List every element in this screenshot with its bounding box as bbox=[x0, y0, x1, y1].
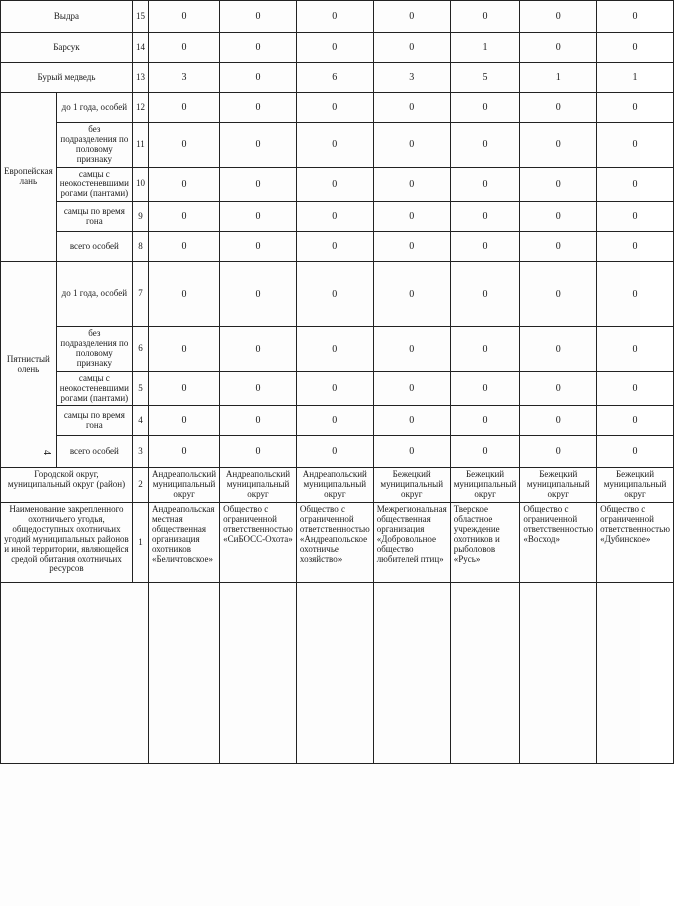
value-cell: 0 bbox=[296, 232, 373, 262]
value-cell: 1 bbox=[450, 33, 520, 63]
value-cell: 0 bbox=[520, 202, 597, 232]
district-cell: Бежецкий муниципальный округ bbox=[450, 468, 520, 503]
value-cell: 0 bbox=[597, 436, 674, 468]
value-cell: 0 bbox=[520, 1, 597, 33]
header-antlers: самцы с неокостеневшими рогами (пантами) bbox=[56, 167, 132, 202]
value-cell: 0 bbox=[373, 123, 450, 168]
value-cell: 0 bbox=[597, 1, 674, 33]
value-cell: 0 bbox=[373, 232, 450, 262]
column-number: 15 bbox=[132, 1, 148, 33]
value-cell: 0 bbox=[520, 123, 597, 168]
value-cell: 0 bbox=[450, 123, 520, 168]
value-cell: 0 bbox=[148, 33, 219, 63]
column-number: 10 bbox=[132, 167, 148, 202]
district-cell: Андреапольский муниципальный округ bbox=[296, 468, 373, 503]
header-group-evropeyskaya: Европейская лань bbox=[1, 93, 57, 262]
value-cell: 0 bbox=[296, 371, 373, 406]
table-row bbox=[1, 232, 674, 262]
organization-name-cell: Общество с ограниченной ответственностью «Андреапольское охотничье хозяйство» bbox=[296, 503, 373, 583]
column-number: 13 bbox=[132, 63, 148, 93]
value-cell: 0 bbox=[296, 406, 373, 436]
value-cell: 0 bbox=[148, 327, 219, 372]
column-number: 5 bbox=[132, 371, 148, 406]
header-district: Городской округ, муниципальный округ (район) bbox=[1, 468, 133, 503]
value-cell: 5 bbox=[450, 63, 520, 93]
value-cell: 0 bbox=[450, 327, 520, 372]
value-cell: 0 bbox=[597, 167, 674, 202]
value-cell: 0 bbox=[148, 262, 219, 327]
column-number: 2 bbox=[132, 468, 148, 503]
value-cell: 3 bbox=[148, 63, 219, 93]
header-total: всего особей bbox=[56, 436, 132, 468]
value-cell: 0 bbox=[296, 262, 373, 327]
organization-name-cell: Общество с ограниченной ответственностью «Восход» bbox=[520, 503, 597, 583]
value-cell: 0 bbox=[597, 371, 674, 406]
header-group-pyatnisty: Пятнистый олень bbox=[1, 262, 57, 468]
header-no-sex: без подразделения по половому признаку bbox=[56, 123, 132, 168]
table-row bbox=[1, 33, 674, 63]
value-cell: 0 bbox=[148, 202, 219, 232]
table-row bbox=[1, 371, 674, 406]
spacer-cell bbox=[148, 583, 219, 764]
value-cell: 0 bbox=[148, 436, 219, 468]
value-cell: 0 bbox=[373, 202, 450, 232]
value-cell: 1 bbox=[597, 63, 674, 93]
value-cell: 0 bbox=[373, 436, 450, 468]
value-cell: 0 bbox=[520, 232, 597, 262]
value-cell: 0 bbox=[220, 33, 297, 63]
column-number: 12 bbox=[132, 93, 148, 123]
value-cell: 0 bbox=[373, 371, 450, 406]
header-young: до 1 года, особей bbox=[56, 262, 132, 327]
table-row bbox=[1, 63, 674, 93]
value-cell: 0 bbox=[296, 33, 373, 63]
table-row bbox=[1, 1, 674, 33]
value-cell: 0 bbox=[148, 232, 219, 262]
table-row bbox=[1, 167, 674, 202]
value-cell: 0 bbox=[597, 202, 674, 232]
spacer-cell bbox=[220, 583, 297, 764]
value-cell: 0 bbox=[220, 262, 297, 327]
table-row bbox=[1, 123, 674, 168]
column-number: 6 bbox=[132, 327, 148, 372]
header-badger: Барсук bbox=[1, 33, 133, 63]
value-cell: 0 bbox=[597, 123, 674, 168]
value-cell: 0 bbox=[597, 327, 674, 372]
value-cell: 0 bbox=[220, 436, 297, 468]
header-antlers: самцы с неокостеневшими рогами (пантами) bbox=[56, 371, 132, 406]
value-cell: 0 bbox=[597, 93, 674, 123]
value-cell: 0 bbox=[520, 93, 597, 123]
value-cell: 0 bbox=[450, 93, 520, 123]
value-cell: 0 bbox=[520, 371, 597, 406]
table-row bbox=[1, 436, 674, 468]
value-cell: 0 bbox=[520, 436, 597, 468]
value-cell: 0 bbox=[220, 63, 297, 93]
page-number: 4 bbox=[41, 450, 52, 455]
table-row bbox=[1, 503, 674, 583]
header-hunt: самцы по время гона bbox=[56, 406, 132, 436]
value-cell: 0 bbox=[520, 406, 597, 436]
header-no-sex: без подразделения по половому признаку bbox=[56, 327, 132, 372]
value-cell: 0 bbox=[597, 232, 674, 262]
value-cell: 0 bbox=[296, 1, 373, 33]
header-young: до 1 года, особей bbox=[56, 93, 132, 123]
value-cell: 0 bbox=[220, 327, 297, 372]
value-cell: 0 bbox=[296, 436, 373, 468]
value-cell: 0 bbox=[148, 1, 219, 33]
table-row bbox=[1, 262, 674, 327]
value-cell: 3 bbox=[373, 63, 450, 93]
column-number: 4 bbox=[132, 406, 148, 436]
value-cell: 0 bbox=[373, 93, 450, 123]
value-cell: 0 bbox=[296, 93, 373, 123]
table-row bbox=[1, 93, 674, 123]
organization-name-cell: Общество с ограниченной ответственностью «СиБОСС-Охота» bbox=[220, 503, 297, 583]
value-cell: 0 bbox=[450, 371, 520, 406]
value-cell: 0 bbox=[373, 262, 450, 327]
value-cell: 0 bbox=[220, 1, 297, 33]
value-cell: 0 bbox=[450, 167, 520, 202]
value-cell: 0 bbox=[597, 262, 674, 327]
district-cell: Андреапольский муниципальный округ bbox=[220, 468, 297, 503]
district-cell: Бежецкий муниципальный округ bbox=[520, 468, 597, 503]
value-cell: 0 bbox=[148, 167, 219, 202]
value-cell: 0 bbox=[296, 167, 373, 202]
value-cell: 6 bbox=[296, 63, 373, 93]
value-cell: 0 bbox=[148, 123, 219, 168]
header-name: Наименование закрепленного охотничьего угодья, общедоступных охотничьих угодий муниципальных районов и иной территории, являющейся средой обитания охотничьих ресурсов bbox=[1, 503, 133, 583]
value-cell: 0 bbox=[373, 167, 450, 202]
value-cell: 0 bbox=[148, 93, 219, 123]
value-cell: 0 bbox=[597, 33, 674, 63]
table-row bbox=[1, 583, 674, 764]
value-cell: 0 bbox=[220, 123, 297, 168]
value-cell: 0 bbox=[450, 202, 520, 232]
organization-name-cell: Андреапольская местная общественная организация охотников «Беличтовское» bbox=[148, 503, 219, 583]
spacer-cell bbox=[373, 583, 450, 764]
value-cell: 0 bbox=[450, 436, 520, 468]
column-number: 14 bbox=[132, 33, 148, 63]
value-cell: 0 bbox=[520, 327, 597, 372]
value-cell: 0 bbox=[450, 406, 520, 436]
table-row bbox=[1, 406, 674, 436]
value-cell: 0 bbox=[450, 232, 520, 262]
value-cell: 0 bbox=[220, 93, 297, 123]
column-number: 3 bbox=[132, 436, 148, 468]
table-row bbox=[1, 327, 674, 372]
spacer-cell bbox=[597, 583, 674, 764]
value-cell: 0 bbox=[220, 371, 297, 406]
organization-name-cell: Тверское областное учреждение охотников и рыболовов «Русь» bbox=[450, 503, 520, 583]
value-cell: 0 bbox=[220, 232, 297, 262]
value-cell: 0 bbox=[450, 1, 520, 33]
value-cell: 0 bbox=[520, 33, 597, 63]
value-cell: 0 bbox=[296, 327, 373, 372]
value-cell: 0 bbox=[373, 327, 450, 372]
spacer-cell bbox=[450, 583, 520, 764]
spacer-cell bbox=[296, 583, 373, 764]
header-hunt: самцы по время гона bbox=[56, 202, 132, 232]
table-row bbox=[1, 202, 674, 232]
value-cell: 0 bbox=[220, 167, 297, 202]
value-cell: 0 bbox=[296, 123, 373, 168]
value-cell: 0 bbox=[520, 167, 597, 202]
spacer-cell bbox=[1, 583, 149, 764]
value-cell: 0 bbox=[220, 406, 297, 436]
value-cell: 0 bbox=[373, 1, 450, 33]
header-total: всего особей bbox=[56, 232, 132, 262]
value-cell: 1 bbox=[520, 63, 597, 93]
value-cell: 0 bbox=[597, 406, 674, 436]
value-cell: 0 bbox=[450, 262, 520, 327]
organization-name-cell: Межрегиональная общественная организация «Добровольное общество любителей птиц» bbox=[373, 503, 450, 583]
table-row bbox=[1, 468, 674, 503]
value-cell: 0 bbox=[373, 406, 450, 436]
column-number: 8 bbox=[132, 232, 148, 262]
value-cell: 0 bbox=[148, 371, 219, 406]
district-cell: Андреапольский муниципальный округ bbox=[148, 468, 219, 503]
value-cell: 0 bbox=[148, 406, 219, 436]
value-cell: 0 bbox=[296, 202, 373, 232]
column-number: 7 bbox=[132, 262, 148, 327]
column-number: 9 bbox=[132, 202, 148, 232]
column-number: 11 bbox=[132, 123, 148, 168]
value-cell: 0 bbox=[220, 202, 297, 232]
district-cell: Бежецкий муниципальный округ bbox=[373, 468, 450, 503]
value-cell: 0 bbox=[373, 33, 450, 63]
header-otter: Выдра bbox=[1, 1, 133, 33]
value-cell: 0 bbox=[520, 262, 597, 327]
organization-name-cell: Общество с ограниченной ответственностью «Дубинское» bbox=[597, 503, 674, 583]
district-cell: Бежецкий муниципальный округ bbox=[597, 468, 674, 503]
column-number: 1 bbox=[132, 503, 148, 583]
spacer-cell bbox=[520, 583, 597, 764]
header-bear: Бурый медведь bbox=[1, 63, 133, 93]
